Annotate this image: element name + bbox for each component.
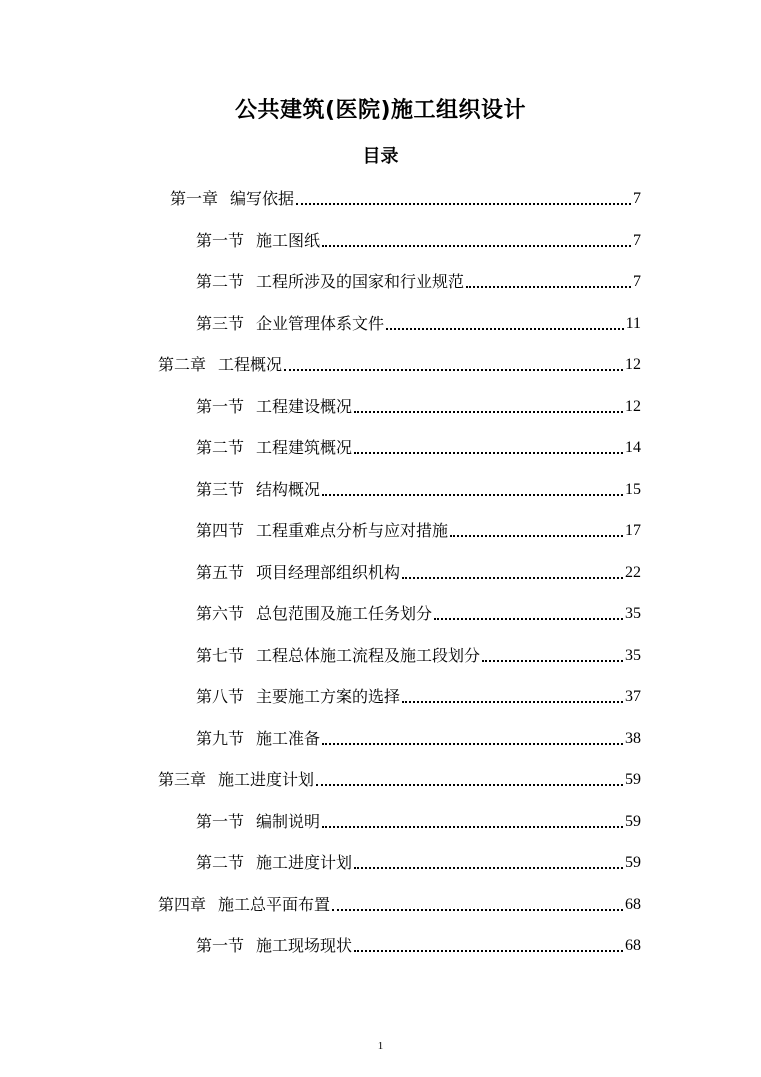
toc-entry-number: 第九节 bbox=[196, 729, 245, 748]
toc-section-entry[interactable] bbox=[196, 643, 641, 667]
toc-section-entry[interactable] bbox=[196, 518, 641, 542]
toc-dot-leader bbox=[402, 701, 623, 703]
toc-entry-title: 工程建设概况 bbox=[256, 397, 353, 416]
toc-entry-page: 35 bbox=[625, 605, 641, 622]
toc-entry-page: 35 bbox=[625, 647, 641, 664]
toc-dot-leader bbox=[322, 743, 623, 745]
toc-entry-title: 工程概况 bbox=[218, 355, 283, 374]
toc-dot-leader bbox=[402, 577, 623, 579]
toc-entry-page: 38 bbox=[625, 730, 641, 747]
toc-entry-number: 第四章 bbox=[158, 895, 207, 914]
toc-entry-page: 11 bbox=[625, 315, 641, 332]
toc-section-entry[interactable] bbox=[196, 809, 641, 833]
toc-dot-leader bbox=[354, 452, 623, 454]
toc-entry-page: 12 bbox=[625, 398, 641, 415]
toc-dot-leader bbox=[316, 784, 623, 786]
toc-dot-leader bbox=[332, 909, 623, 911]
toc-entry-title: 施工进度计划 bbox=[256, 853, 353, 872]
toc-entry-title: 施工总平面布置 bbox=[218, 895, 331, 914]
toc-entry-title: 施工现场现状 bbox=[256, 936, 353, 955]
toc-entry-number: 第八节 bbox=[196, 687, 245, 706]
toc-entry-number: 第二节 bbox=[196, 853, 245, 872]
toc-entry-title: 工程重难点分析与应对措施 bbox=[256, 521, 449, 540]
toc-entry-title: 施工图纸 bbox=[256, 231, 321, 250]
toc-section-entry[interactable] bbox=[196, 435, 641, 459]
toc-dot-leader bbox=[322, 245, 631, 247]
toc-dot-leader bbox=[296, 203, 631, 205]
toc-dot-leader bbox=[354, 867, 623, 869]
toc-entry-title: 项目经理部组织机构 bbox=[256, 563, 401, 582]
toc-dot-leader bbox=[284, 369, 623, 371]
toc-entry-page: 17 bbox=[625, 522, 641, 539]
toc-entry-title: 结构概况 bbox=[256, 480, 321, 499]
toc-entry-title: 编写依据 bbox=[230, 189, 295, 208]
toc-entry-title: 企业管理体系文件 bbox=[256, 314, 385, 333]
toc-section-entry[interactable] bbox=[196, 601, 641, 625]
toc-entry-page: 7 bbox=[633, 190, 641, 207]
toc-entry-page: 7 bbox=[633, 232, 641, 249]
toc-dot-leader bbox=[482, 660, 623, 662]
toc-entry-page: 68 bbox=[625, 937, 641, 954]
toc-section-entry[interactable] bbox=[196, 684, 641, 708]
toc-dot-leader bbox=[386, 328, 624, 330]
toc-entry-page: 22 bbox=[625, 564, 641, 581]
toc-entry-page: 15 bbox=[625, 481, 641, 498]
toc-section-entry[interactable] bbox=[196, 394, 641, 418]
toc-entry-title: 施工准备 bbox=[256, 729, 321, 748]
toc-dot-leader bbox=[322, 494, 623, 496]
toc-entry-page: 7 bbox=[633, 273, 641, 290]
toc-entry-number: 第三节 bbox=[196, 480, 245, 499]
toc-entry-title: 编制说明 bbox=[256, 812, 321, 831]
toc-entry-number: 第一节 bbox=[196, 231, 245, 250]
toc-chapter-entry[interactable] bbox=[158, 352, 641, 376]
toc-dot-leader bbox=[354, 411, 623, 413]
toc-entry-title: 工程总体施工流程及施工段划分 bbox=[256, 646, 481, 665]
toc-chapter-entry[interactable] bbox=[158, 767, 641, 791]
toc-dot-leader bbox=[322, 826, 623, 828]
toc-entry-number: 第七节 bbox=[196, 646, 245, 665]
toc-section-entry[interactable] bbox=[196, 311, 641, 335]
toc-entry-page: 59 bbox=[625, 771, 641, 788]
toc-entry-title: 工程所涉及的国家和行业规范 bbox=[256, 272, 465, 291]
page-number: 1 bbox=[377, 1040, 384, 1052]
toc-entry-number: 第一节 bbox=[196, 397, 245, 416]
toc-entry-page: 59 bbox=[625, 813, 641, 830]
toc-dot-leader bbox=[466, 286, 631, 288]
toc-section-entry[interactable] bbox=[196, 269, 641, 293]
toc-entry-number: 第二章 bbox=[158, 355, 207, 374]
toc-entry-page: 12 bbox=[625, 356, 641, 373]
toc-entry-number: 第四节 bbox=[196, 521, 245, 540]
toc-entry-number: 第二节 bbox=[196, 272, 245, 291]
toc-heading: 目录 bbox=[362, 146, 399, 167]
toc-entry-number: 第六节 bbox=[196, 604, 245, 623]
toc-entry-page: 14 bbox=[625, 439, 641, 456]
toc-section-entry[interactable] bbox=[196, 560, 641, 584]
toc-entry-number: 第三章 bbox=[158, 770, 207, 789]
toc-dot-leader bbox=[434, 618, 623, 620]
toc-section-entry[interactable] bbox=[196, 933, 641, 957]
toc-entry-number: 第五节 bbox=[196, 563, 245, 582]
toc-entry-number: 第二节 bbox=[196, 438, 245, 457]
toc-section-entry[interactable] bbox=[196, 726, 641, 750]
toc-entry-page: 37 bbox=[625, 688, 641, 705]
toc-section-entry[interactable] bbox=[196, 228, 641, 252]
toc-entry-number: 第三节 bbox=[196, 314, 245, 333]
toc-dot-leader bbox=[450, 535, 623, 537]
toc-entry-title: 主要施工方案的选择 bbox=[256, 687, 401, 706]
toc-entry-title: 施工进度计划 bbox=[218, 770, 315, 789]
toc-entry-title: 总包范围及施工任务划分 bbox=[256, 604, 433, 623]
toc-section-entry[interactable] bbox=[196, 477, 641, 501]
toc-entry-number: 第一章 bbox=[170, 189, 219, 208]
toc-chapter-entry[interactable] bbox=[158, 892, 641, 916]
toc-entry-title: 工程建筑概况 bbox=[256, 438, 353, 457]
toc-entry-number: 第一节 bbox=[196, 936, 245, 955]
toc-dot-leader bbox=[354, 950, 623, 952]
toc-entry-number: 第一节 bbox=[196, 812, 245, 831]
toc-chapter-entry[interactable] bbox=[170, 186, 641, 210]
document-title: 公共建筑(医院)施工组织设计 bbox=[234, 98, 527, 123]
toc-entry-page: 59 bbox=[625, 854, 641, 871]
toc-section-entry[interactable] bbox=[196, 850, 641, 874]
toc-entry-page: 68 bbox=[625, 896, 641, 913]
